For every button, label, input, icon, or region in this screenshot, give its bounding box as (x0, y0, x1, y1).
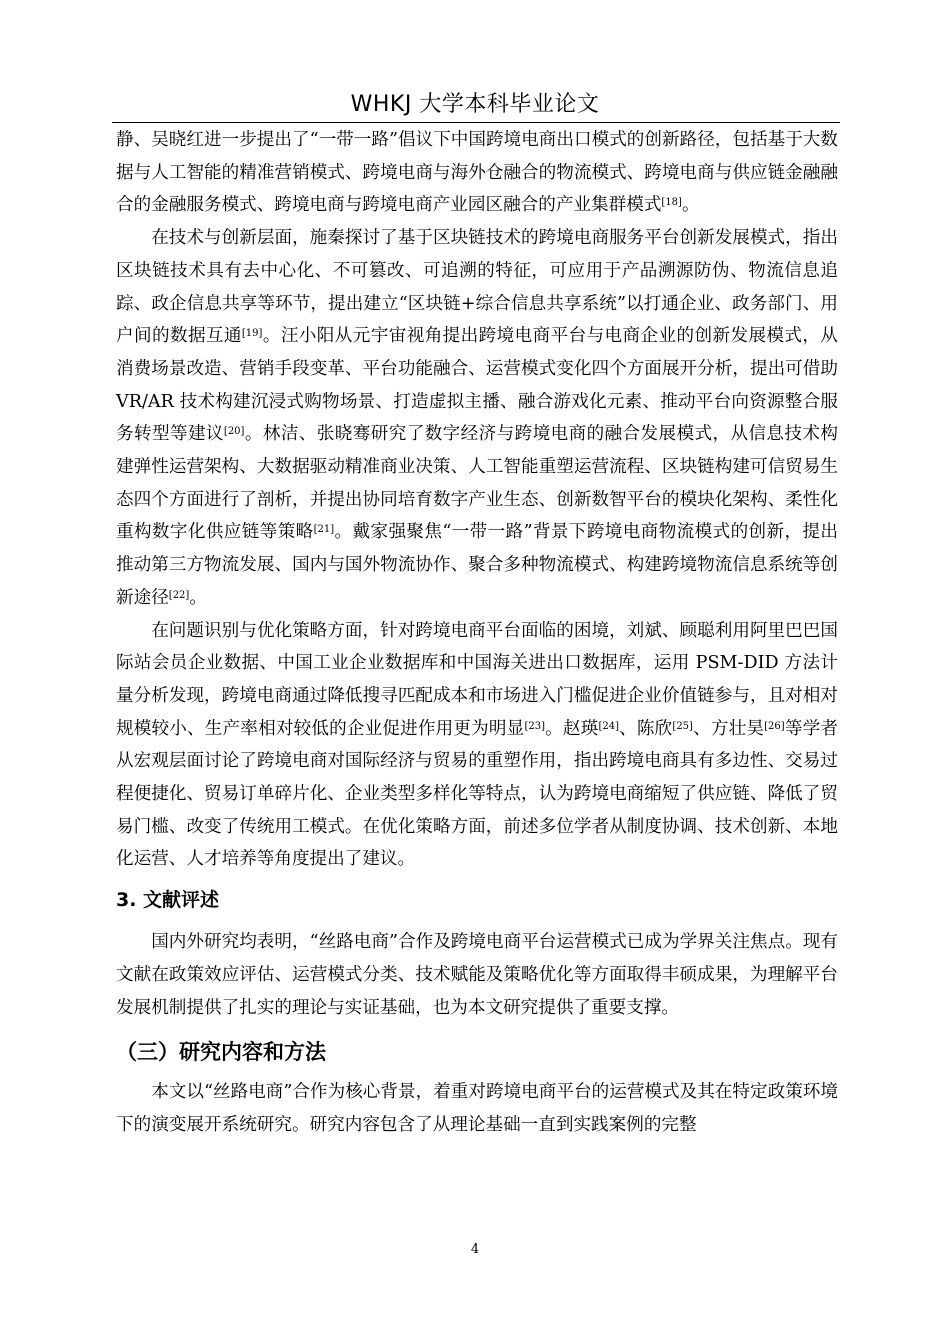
citation-ref: [22] (168, 589, 190, 601)
paragraph-text: 等学者从宏观层面讨论了跨境电商对国际经济与贸易的重塑作用，指出跨境电商具有多边性、交易过程便捷化、贸易订单碎片化、企业类型多样化等特点，认为跨境电商缩短了供应链、降低了贸易门槛、改变了传统用工模式。在优化策略方面，前述多位学者从制度协调、技术创新、本地化运营、人才培养等角度提出了建议。 (116, 718, 838, 870)
paragraph-continued (116, 124, 838, 222)
page-number: 4 (470, 1242, 480, 1257)
citation-ref: [21] (313, 524, 335, 536)
paragraph-problem-strategy (116, 615, 838, 877)
paragraph-literature-review: 国内外研究均表明，“丝路电商”合作及跨境电商平台运营模式已成为学界关注焦点。现有文献在政策效应评估、运营模式分类、技术赋能及策略优化等方面取得丰硕成果，为理解平台发展机制提供了扎实的理论与实证基础，也为本文研究提供了重要支撑。 (116, 932, 838, 1018)
paragraph-text: 在问题识别与优化策略方面，针对跨境电商平台面临的困境，刘斌、顾聪利用阿里巴巴国际站会员企业数据、中国工业企业数据库和中国海关进出口数据库，运用 PSM-DID 方法计量分析发现，跨境电商通过降低搜寻匹配成本和市场进入门槛促进企业价值链参与，且对相对规模较小、生产率相对较低的企业促进作用更为明显 (116, 620, 838, 739)
citation-ref: [20] (223, 426, 245, 438)
paragraph-text: 、陈欣 (618, 718, 673, 739)
paragraph-text: 。汪小阳从元宇宙视角提出跨境电商平台与电商企业的创新发展模式，从消费场景改造、营销手段变革、平台功能融合、运营模式变化四个方面展开分析，提出可借助 VR/AR 技术构建沉浸式购物场景、打造虚拟主播、融合游戏化元素、推动平台向资源整合服务转型等建议 (116, 326, 838, 445)
paragraph-text: 。 (189, 587, 207, 608)
citation-ref: [25] (672, 720, 693, 732)
running-header-title: WHKJ 大学本科毕业论文 (350, 92, 600, 117)
body-text (116, 124, 838, 1142)
paragraph-text: 在技术与创新层面，施秦探讨了基于区块链技术的跨境电商服务平台创新发展模式，指出区块链技术具有去中心化、不可篡改、可追溯的特征，可应用于产品溯源防伪、物流信息追踪、政企信息共享等环节，提出建立“区块链+综合信息共享系统”以打通企业、政务部门、用户间的数据互通 (116, 228, 838, 347)
citation-ref: [24] (598, 720, 619, 732)
paragraph-technology-innovation (116, 222, 838, 614)
paragraph-text: 、方壮昊 (692, 718, 765, 739)
paragraph-text: 。林洁、张晓骞研究了数字经济与跨境电商的融合发展模式，从信息技术构建弹性运营架构、大数据驱动精准商业决策、人工智能重塑运营流程、区块链构建可信贸易生态四个方面进行了剖析，并提出协同培育数字产业生态、创新数智平台的模块化架构、柔性化重构数字化供应链等策略 (116, 424, 838, 543)
paragraph-text: 静、吴晓红进一步提出了“一带一路”倡议下中国跨境电商出口模式的创新路径，包括基于大数据与人工智能的精准营销模式、跨境电商与海外仓融合的物流模式、跨境电商与供应链金融融合的金融服务模式、跨境电商与跨境电商产业园区融合的产业集群模式 (116, 130, 838, 216)
paragraph-text: 。戴家强聚焦“一带一路”背景下跨境电商物流模式的创新，提出推动第三方物流发展、国内与国外物流协作、聚合多种物流模式、构建跨境物流信息系统等创新途径 (116, 522, 838, 608)
paragraph-text: 。 (681, 195, 700, 216)
paragraph-text: 。赵瑛 (544, 718, 599, 739)
citation-ref: [23] (524, 720, 545, 732)
section-heading-literature-review: 3. 文献评述 (116, 889, 220, 912)
header-rule (112, 122, 840, 123)
paragraph-research-content: 本文以“丝路电商”合作为核心背景，着重对跨境电商平台的运营模式及其在特定政策环境下的演变展开系统研究。研究内容包含了从理论基础一直到实践案例的完整 (116, 1082, 838, 1135)
citation-ref: [19] (241, 328, 263, 340)
citation-ref: [26] (764, 720, 785, 732)
section-heading-research-content: （三）研究内容和方法 (116, 1040, 326, 1065)
citation-ref: [18] (661, 197, 682, 209)
